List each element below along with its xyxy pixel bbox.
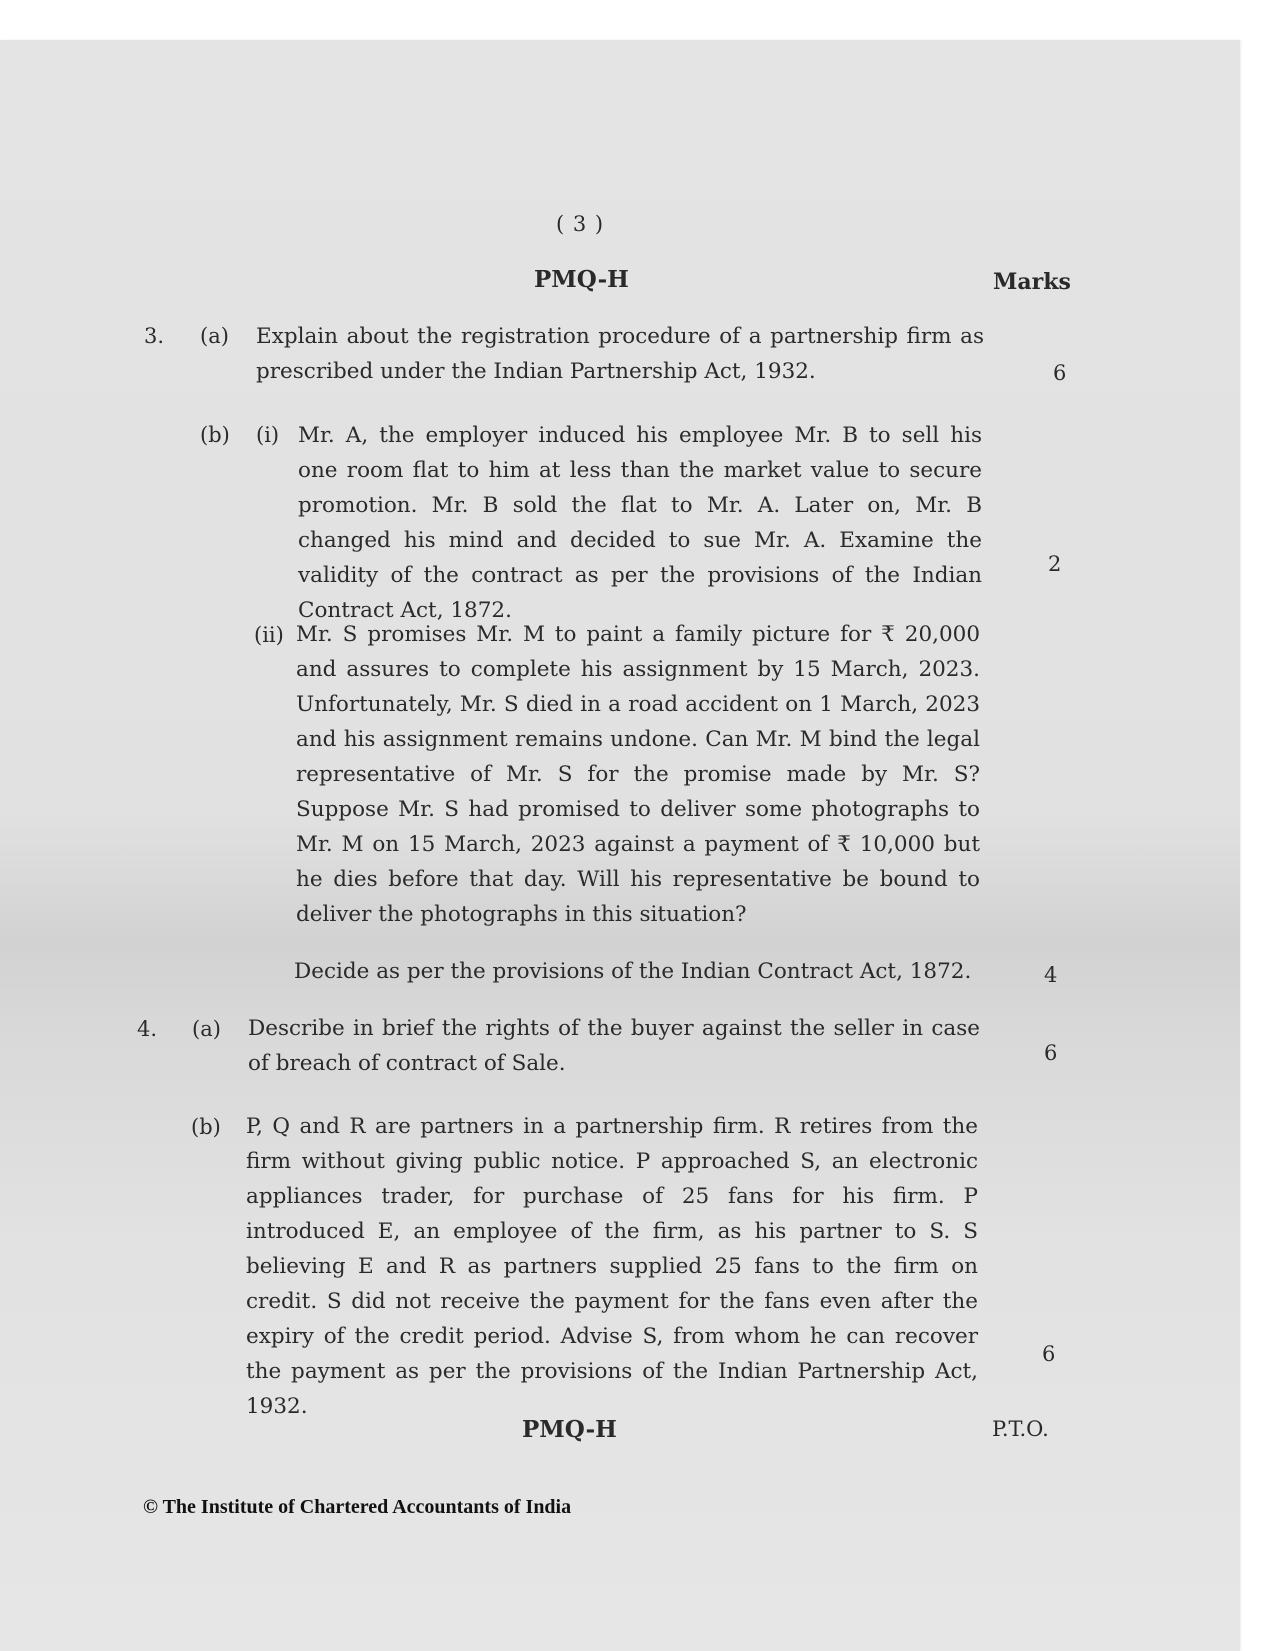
- question-3a-text: Explain about the registration procedure of a partnership firm as prescribed under the Indian Partnership Act, 1932.: [256, 324, 984, 384]
- marks-column-heading: Marks: [993, 269, 1071, 295]
- question-number-4: 4.: [137, 1017, 158, 1041]
- question-4a-label: (a): [192, 1017, 221, 1041]
- question-3b-ii-text: Mr. S promises Mr. M to paint a family picture for ₹ 20,000 and assures to complete his assignment by 15 March, 2023. Unfortunately, Mr. S died in a road accident on 1 March, 2023 and his assignment remains undone. Can Mr. M bind the legal representative of Mr. S for the promise made by Mr. S? Suppose Mr. S had promised to deliver some photographs to Mr. M on 15 March, 2023 against a payment of ₹ 10,000 but he dies before that day. Will his representative be bound to deliver the photographs in this situation?: [296, 622, 980, 927]
- paper-code-header: PMQ-H: [534, 266, 629, 293]
- question-3b-i-label: (i): [256, 423, 280, 447]
- question-4a-marks: 6: [1044, 1041, 1058, 1065]
- question-3b-ii-label: (ii): [254, 623, 284, 647]
- paper-code-footer: PMQ-H: [522, 1416, 617, 1443]
- question-3b-i-marks: 2: [1048, 552, 1062, 576]
- question-number-3: 3.: [144, 324, 165, 348]
- question-3b-i-text: Mr. A, the employer induced his employee Mr. B to sell his one room flat to him at less than the market value to secure promotion. Mr. B sold the flat to Mr. A. Later on, Mr. B changed his mind and decided to sue Mr. A. Examine the validity of the contract as per the provisions of the Indian Contract Act, 1872.: [298, 423, 982, 623]
- question-3b-label: (b): [200, 423, 230, 447]
- question-3a-label: (a): [200, 324, 229, 348]
- page-number: ( 3 ): [556, 212, 605, 236]
- question-3a-marks: 6: [1053, 361, 1067, 385]
- question-4b-text: P, Q and R are partners in a partnership firm. R retires from the firm without giving public notice. P approached S, an electronic appliances trader, for purchase of 25 fans for his firm. P introduced E, an employee of the firm, as his partner to S. S believing E and R as partners supplied 25 fans to the firm on credit. S did not receive the payment for the fans even after the expiry of the credit period. Advise S, from whom he can recover the payment as per the provisions of the Indian Partnership Act, 1932.: [246, 1114, 978, 1419]
- question-4b-marks: 6: [1042, 1342, 1056, 1366]
- question-3b-ii-marks: 4: [1044, 963, 1058, 987]
- question-3b-ii-instruction: Decide as per the provisions of the Indian Contract Act, 1872.: [294, 959, 972, 984]
- question-4a-text: Describe in brief the rights of the buyer against the seller in case of breach of contract of Sale.: [248, 1016, 980, 1076]
- question-4b-label: (b): [191, 1115, 221, 1139]
- please-turn-over: P.T.O.: [992, 1417, 1049, 1441]
- copyright-notice: © The Institute of Chartered Accountants of India: [143, 1496, 572, 1518]
